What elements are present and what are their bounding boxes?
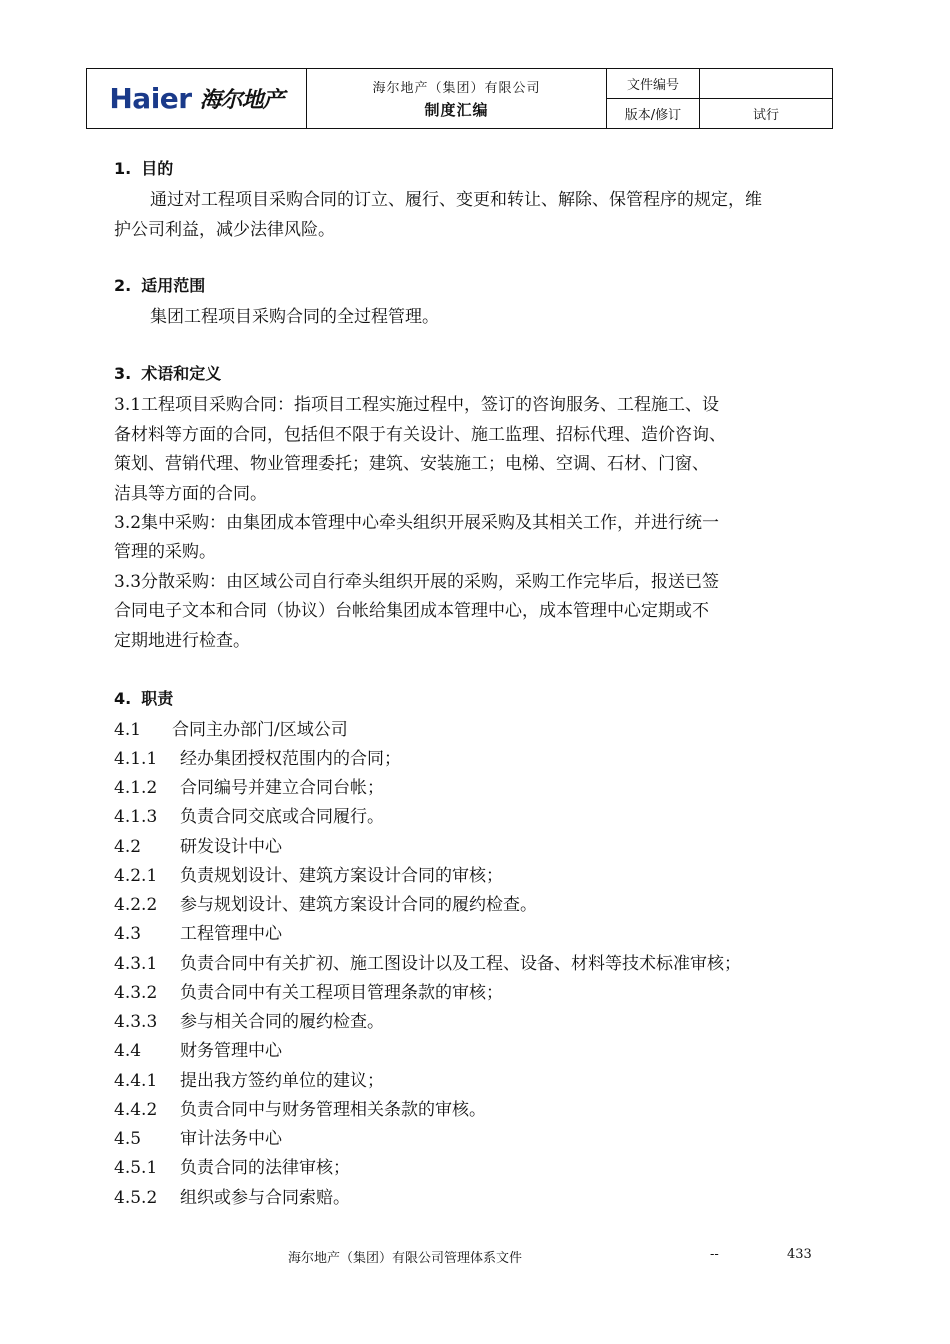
- doc-number-label: 文件编号: [607, 69, 700, 98]
- doc-number-value: [700, 69, 832, 98]
- version-value: 试行: [752, 107, 779, 123]
- paragraph-line: 策划、营销代理、物业管理委托；建筑、安装施工；电梯、空调、石材、门窗、: [114, 454, 709, 474]
- list-item: 4.4 财务管理中心: [114, 1041, 282, 1061]
- page-number: 433: [787, 1247, 812, 1262]
- paragraph-line: 备材料等方面的合同，包括但不限于有关设计、施工监理、招标代理、造价咨询、: [114, 425, 726, 445]
- paragraph-line: 定期地进行检查。: [114, 631, 250, 651]
- header-meta: [607, 69, 832, 128]
- paragraph-line: 管理的采购。: [114, 542, 216, 562]
- company-name: 海尔地产（集团）有限公司: [372, 81, 541, 96]
- list-item: 4.3.2 负责合同中有关工程项目管理条款的审核；: [114, 983, 503, 1003]
- footer-text: 海尔地产（集团）有限公司管理体系文件: [288, 1251, 523, 1266]
- paragraph-line: 集团工程项目采购合同的全过程管理。: [150, 307, 439, 327]
- paragraph-line: 通过对工程项目采购合同的订立、履行、变更和转让、解除、保管程序的规定，维: [150, 190, 762, 210]
- document-subtitle: 制度汇编: [424, 101, 489, 119]
- company-logo: [87, 69, 307, 128]
- list-item: 4.2.2 参与规划设计、建筑方案设计合同的履约检查。: [114, 895, 537, 915]
- paragraph-line: 洁具等方面的合同。: [114, 484, 267, 504]
- list-item: 4.5.2 组织或参与合同索赔。: [114, 1188, 350, 1208]
- doc-number-row: [607, 69, 832, 99]
- header-title-cell: [307, 69, 607, 128]
- list-item: 4.4.2 负责合同中与财务管理相关条款的审核。: [114, 1100, 486, 1120]
- footer-separator: --: [710, 1247, 719, 1262]
- version-label: 版本/修订: [607, 99, 700, 129]
- list-item: 4.2 研发设计中心: [114, 837, 282, 857]
- list-item: 4.5.1 负责合同的法律审核；: [114, 1158, 350, 1178]
- list-item: 4.3.3 参与相关合同的履约检查。: [114, 1012, 384, 1032]
- list-item: 4.1.1 经办集团授权范围内的合同；: [114, 749, 401, 769]
- haier-logo-chinese: 海尔地产: [199, 88, 284, 113]
- paragraph-line: 合同电子文本和合同（协议）台帐给集团成本管理中心，成本管理中心定期或不: [114, 601, 709, 621]
- list-item: 4.1.2 合同编号并建立合同台帐；: [114, 778, 384, 798]
- list-item: 4.2.1 负责规划设计、建筑方案设计合同的审核；: [114, 866, 503, 886]
- list-item: 4.1 合同主办部门/区域公司: [114, 720, 348, 740]
- paragraph-line: 3.3分散采购：由区域公司自行牵头组织开展的采购，采购工作完毕后，报送已签: [114, 572, 720, 592]
- section-heading-purpose: 1. 目的: [114, 159, 174, 178]
- list-item: 4.1.3 负责合同交底或合同履行。: [114, 807, 384, 827]
- list-item: 4.5 审计法务中心: [114, 1129, 282, 1149]
- list-item: 4.4.1 提出我方签约单位的建议；: [114, 1071, 384, 1091]
- version-row: [607, 99, 832, 129]
- document-header-table: [86, 68, 833, 129]
- list-item: 4.3 工程管理中心: [114, 924, 282, 944]
- paragraph-line: 3.1工程项目采购合同：指项目工程实施过程中，签订的咨询服务、工程施工、设: [114, 395, 720, 415]
- paragraph-line: 3.2集中采购：由集团成本管理中心牵头组织开展采购及其相关工作，并进行统一: [114, 513, 720, 533]
- list-item: 4.3.1 负责合同中有关扩初、施工图设计以及工程、设备、材料等技术标准审核；: [114, 954, 741, 974]
- section-heading-definitions: 3. 术语和定义: [114, 364, 222, 383]
- haier-logo-text: Haier: [109, 82, 192, 115]
- section-heading-responsibilities: 4. 职责: [114, 689, 174, 708]
- section-heading-scope: 2. 适用范围: [114, 276, 206, 295]
- paragraph-line: 护公司利益，减少法律风险。: [114, 220, 335, 240]
